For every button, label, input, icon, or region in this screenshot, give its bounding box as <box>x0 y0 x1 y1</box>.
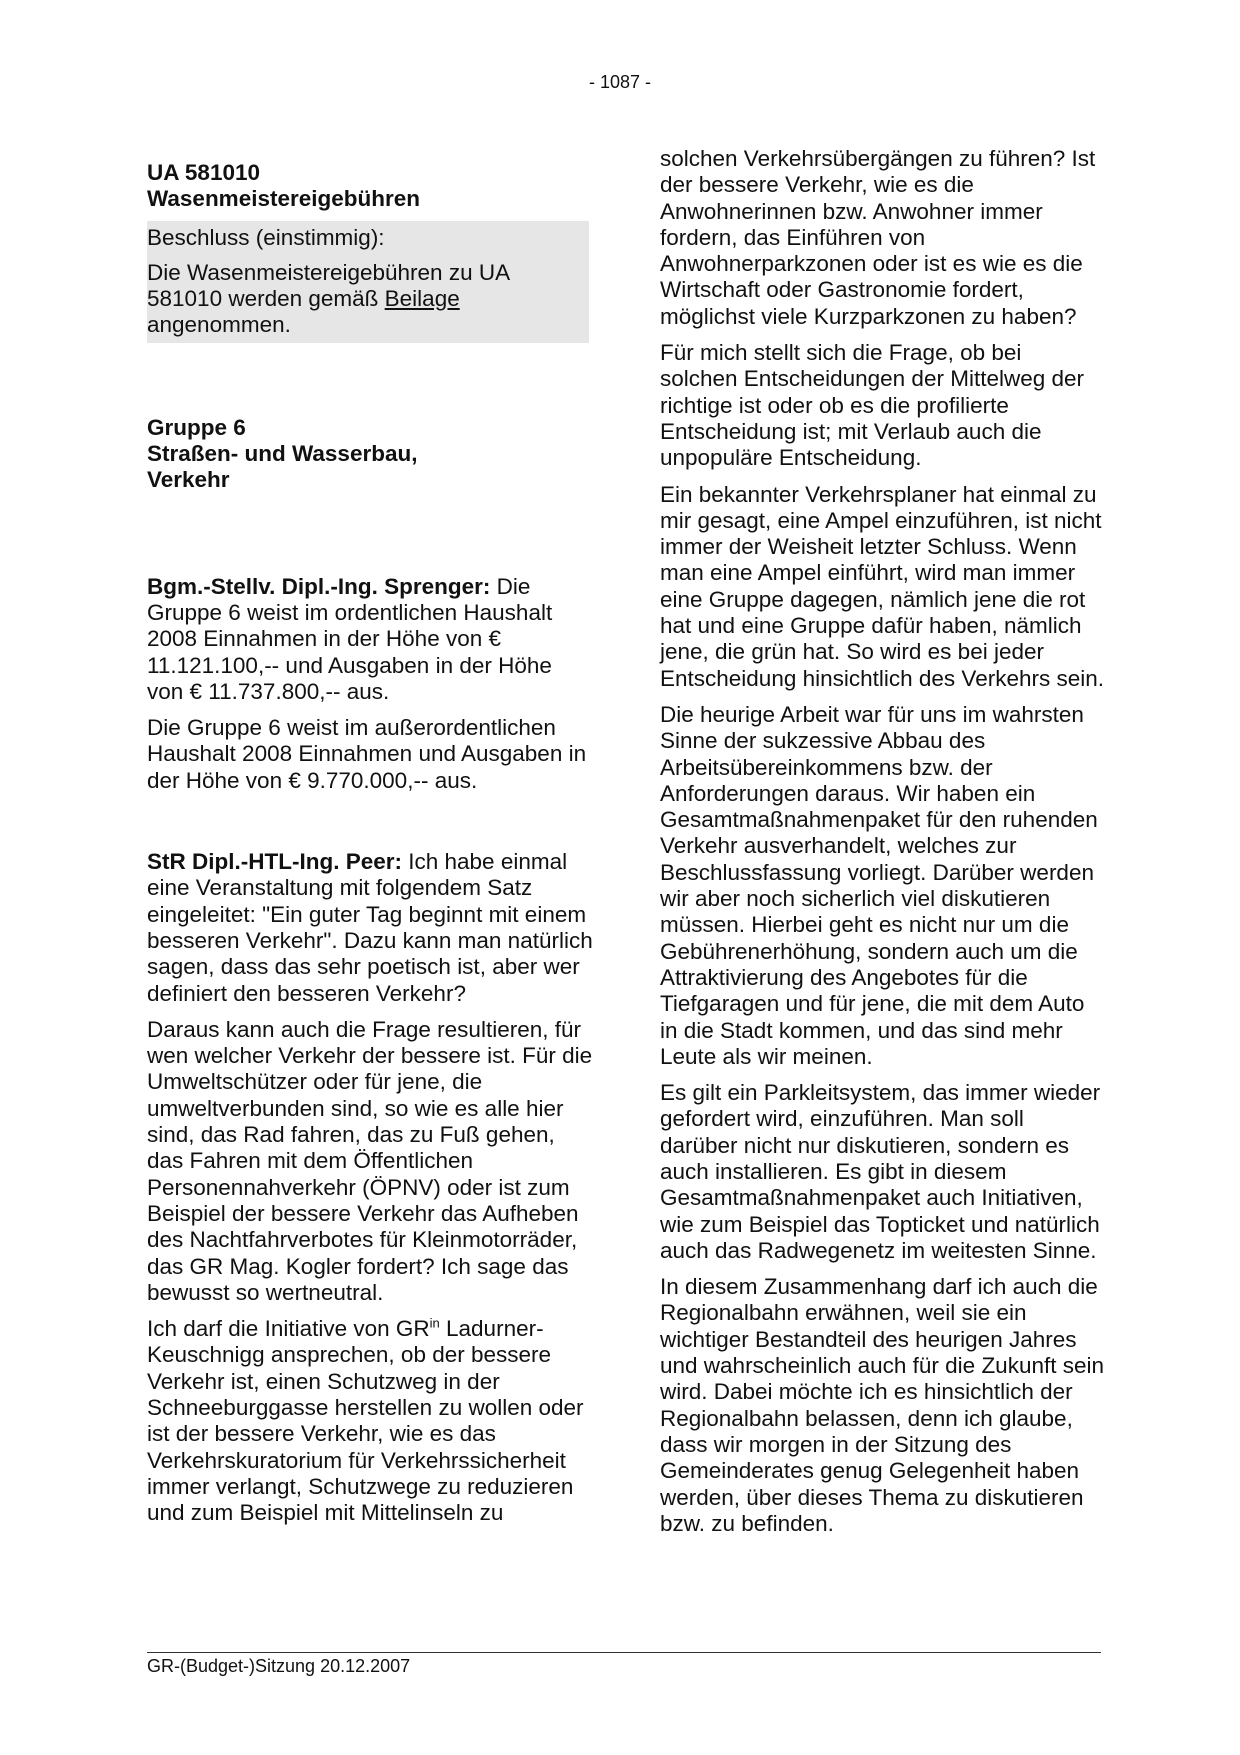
page-number: - 1087 - <box>588 72 652 92</box>
group-code-heading: Gruppe 6 <box>147 414 246 440</box>
left-column <box>147 160 594 1526</box>
footer-divider <box>147 1652 1101 1653</box>
footer-text: GR-(Budget-)Sitzung 20.12.2007 <box>147 1656 411 1676</box>
speech-sprenger-text: Die Gruppe 6 weist im ordentlichen Haushalt 2008 Einnahmen in der Höhe von € 11.121.100,-- und Ausgaben in der Höhe von € 11.737.800,-- aus. <box>147 573 553 704</box>
resolution-box <box>147 221 589 343</box>
resolution-label: Beschluss (einstimmig): <box>147 224 385 250</box>
resolution-text-pre: Die Wasenmeistereigebühren zu UA 581010 werden gemäß <box>147 259 509 312</box>
speaker-sprenger: Bgm.-Stellv. Dipl.-Ing. Sprenger: <box>147 573 491 599</box>
right-paragraph-4: Die heurige Arbeit war für uns im wahrsten Sinne der sukzessive Abbau des Arbeitsübereinkommens bzw. der Anforderungen daraus. Wir haben ein Gesamtmaßnahmenpaket für den ruhenden Verkehr ausverhandelt, welches zur Beschlussfassung vorliegt. Darüber werden wir aber noch sicherlich viel diskutieren müssen. Hierbei geht es nicht nur um die Gebührenerhöhung, sondern auch um die Attraktivierung des Angebotes für die Tiefgaragen und für jene, die mit dem Auto in die Stadt kommen, und das sind mehr Leute als wir meinen. <box>660 701 1098 1069</box>
resolution-text <box>147 260 589 339</box>
right-paragraph-3: Ein bekannter Verkehrsplaner hat einmal zu mir gesagt, eine Ampel einzuführen, ist nicht immer der Weisheit letzter Schluss. Wenn man eine Ampel einführt, wird man immer eine Gruppe dagegen, nämlich jene die rot hat und eine Gruppe dafür haben, nämlich jene, die grün hat. So wird es bei jeder Entscheidung hinsichtlich des Verkehrs sein. <box>660 481 1105 691</box>
right-paragraph-2: Für mich stellt sich die Frage, ob bei solchen Entscheidungen der Mittelweg der richtige ist oder ob es die profilierte Entscheidung ist; mit Verlaub auch die unpopuläre Entscheidung. <box>660 340 1085 471</box>
speech-sprenger-p1 <box>147 574 594 705</box>
beilage-link[interactable]: Beilage <box>384 286 460 312</box>
speech-peer-p2: Daraus kann auch die Frage resultieren, für wen welcher Verkehr der bessere ist. Für die Umweltschützer oder für jene, die umweltverbunden sind, so wie es alle hier sind, das Rad fahren, das zu Fuß gehen, das Fahren mit dem Öffentlichen Personennahverkehr (ÖPNV) oder ist zum Beispiel der bessere Verkehr das Aufheben des Nachtfahrverbotes für Kleinmotorräder, das GR Mag. Kogler fordert? Ich sage das bewusst so wertneutral. <box>147 1016 593 1305</box>
right-column <box>660 146 1105 1537</box>
speaker-peer: StR Dipl.-HTL-Ing. Peer: <box>147 849 402 875</box>
ua-title-heading: Wasenmeistereigebühren <box>147 186 420 212</box>
speech-peer-p3-b: Ladurner-Keuschnigg ansprechen, ob der bessere Verkehr ist, einen Schutzweg in der Schneeburggasse herstellen zu wollen oder ist der bessere Verkehr, wie es das Verkehrskuratorium für Verkehrssicherheit immer verlangt, Schutzwege zu reduzieren und zum Beispiel mit Mittelinseln zu <box>147 1316 584 1526</box>
speech-peer-p1 <box>147 849 594 1007</box>
group-title-heading: Straßen- und Wasserbau, Verkehr <box>147 441 418 493</box>
superscript-in: in <box>429 1315 440 1331</box>
speech-peer-text: Ich habe einmal eine Veranstaltung mit folgendem Satz eingeleitet: "Ein guter Tag beginnt mit einem besseren Verkehr". Dazu kann man natürlich sagen, dass das sehr poetisch ist, aber wer definiert den besseren Verkehr? <box>147 849 593 1006</box>
speech-peer-p3 <box>147 1316 594 1526</box>
right-paragraph-1: solchen Verkehrsübergängen zu führen? Ist der bessere Verkehr, wie es die Anwohnerinnen bzw. Anwohner immer fordern, das Einführen von Anwohnerparkzonen oder ist es wie es die Wirtschaft oder Gastronomie fordert, möglichst viele Kurzparkzonen zu haben? <box>660 146 1096 329</box>
ua-code-heading: UA 581010 <box>147 160 260 185</box>
speech-sprenger-p2: Die Gruppe 6 weist im außerordentlichen Haushalt 2008 Einnahmen und Ausgaben in der Höhe von € 9.770.000,-- aus. <box>147 715 587 793</box>
right-paragraph-6: In diesem Zusammenhang darf ich auch die Regionalbahn erwähnen, weil sie ein wichtiger Bestandteil des heurigen Jahres und wahrscheinlich auch für die Zukunft sein wird. Dabei möchte ich es hinsichtlich der Regionalbahn belassen, denn ich glaube, dass wir morgen in der Sitzung des Gemeinderates genug Gelegenheit haben werden, über dieses Thema zu diskutieren bzw. zu befinden. <box>660 1274 1105 1536</box>
resolution-text-post: angenommen. <box>147 312 291 338</box>
speech-peer-p3-a: Ich darf die Initiative von GR <box>147 1316 430 1342</box>
right-paragraph-5: Es gilt ein Parkleitsystem, das immer wieder gefordert wird, einzuführen. Man soll darüber nicht nur diskutieren, sondern es auch installieren. Es gibt in diesem Gesamtmaßnahmenpaket auch Initiativen, wie zum Beispiel das Topticket und natürlich auch das Radwegenetz im weitesten Sinne. <box>660 1080 1101 1263</box>
